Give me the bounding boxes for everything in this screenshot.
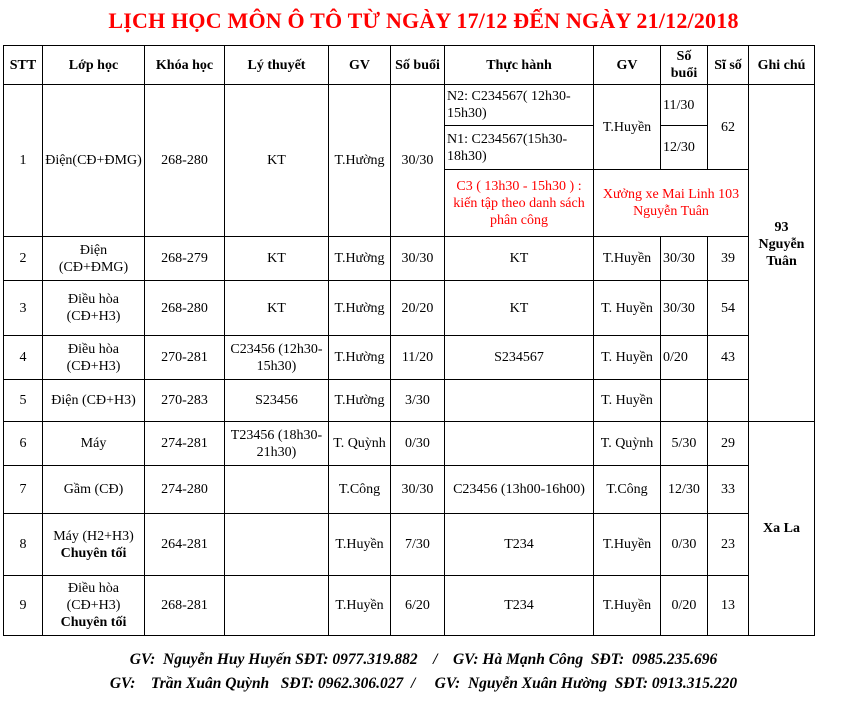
table-row — [4, 281, 815, 336]
table-row — [4, 422, 815, 466]
cell-gv: T. Quỳnh — [329, 422, 391, 466]
cell-ghi-chu-2: Xa La — [749, 422, 815, 636]
table-row — [4, 85, 815, 126]
cell-thuc-hanh-n1: N1: C234567(15h30-18h30) — [445, 126, 594, 170]
cell-lop-hoc: Gầm (CĐ) — [43, 466, 145, 514]
cell-khoa-hoc: 270-281 — [145, 336, 225, 380]
cell-so-buoi: 0/30 — [391, 422, 445, 466]
footer-contacts-1: GV: Nguyễn Huy Huyến SĐT: 0977.319.882 / GV: Hà Mạnh Công SĐT: 0985.235.696 — [129, 651, 718, 668]
table-row — [4, 380, 815, 422]
cell-gv: T.Huyền — [329, 514, 391, 576]
table-row — [4, 336, 815, 380]
cell-gv-2: T.Huyền — [594, 237, 661, 281]
cell-lop-hoc: Điện (CĐ+ĐMG) — [43, 237, 145, 281]
cell-ly-thuyet: C23456 (12h30-15h30) — [225, 336, 329, 380]
table-row — [4, 466, 815, 514]
cell-gv: T.Hường — [329, 336, 391, 380]
cell-si-so: 43 — [708, 336, 749, 380]
cell-lop-hoc: Điều hòa (CĐ+H3) — [43, 336, 145, 380]
cell-lop-hoc — [43, 514, 145, 576]
cell-ly-thuyet — [225, 514, 329, 576]
cell-so-buoi: 30/30 — [391, 466, 445, 514]
cell-so-buoi-2: 5/30 — [661, 422, 708, 466]
header-so-buoi: Số buổi — [391, 46, 445, 85]
table-row — [4, 576, 815, 636]
cell-stt: 5 — [4, 380, 43, 422]
cell-so-buoi: 30/30 — [391, 237, 445, 281]
header-si-so: Sĩ số — [708, 46, 749, 85]
cell-gv: T.Hường — [329, 237, 391, 281]
cell-stt: 3 — [4, 281, 43, 336]
header-gv-2: GV — [594, 46, 661, 85]
cell-khoa-hoc: 268-279 — [145, 237, 225, 281]
cell-so-buoi: 11/20 — [391, 336, 445, 380]
cell-gv-2: T. Huyền — [594, 281, 661, 336]
cell-stt: 1 — [4, 85, 43, 237]
header-thuc-hanh: Thực hành — [445, 46, 594, 85]
cell-khoa-hoc: 268-280 — [145, 85, 225, 237]
cell-so-buoi: 7/30 — [391, 514, 445, 576]
cell-si-so — [708, 380, 749, 422]
cell-ly-thuyet — [225, 576, 329, 636]
header-ghi-chu: Ghi chú — [749, 46, 815, 85]
cell-so-buoi: 3/30 — [391, 380, 445, 422]
cell-khoa-hoc: 274-281 — [145, 422, 225, 466]
header-gv: GV — [329, 46, 391, 85]
cell-ly-thuyet: KT — [225, 237, 329, 281]
cell-thuc-hanh: KT — [445, 237, 594, 281]
footer-contacts-2: GV: Trần Xuân Quỳnh SĐT: 0962.306.027 / GV: Nguyễn Xuân Hường SĐT: 0913.315.220 — [109, 675, 738, 692]
cell-si-so: 13 — [708, 576, 749, 636]
cell-si-so: 23 — [708, 514, 749, 576]
cell-lop-hoc: Điện(CĐ+ĐMG) — [43, 85, 145, 237]
cell-thuc-hanh: T234 — [445, 514, 594, 576]
cell-lop-hoc: Máy — [43, 422, 145, 466]
cell-stt: 8 — [4, 514, 43, 576]
cell-stt: 2 — [4, 237, 43, 281]
cell-si-so: 29 — [708, 422, 749, 466]
cell-khoa-hoc: 264-281 — [145, 514, 225, 576]
cell-stt: 9 — [4, 576, 43, 636]
cell-lop-hoc: Điều hòa (CĐ+H3) — [43, 281, 145, 336]
cell-khoa-hoc: 268-280 — [145, 281, 225, 336]
cell-ly-thuyet: KT — [225, 281, 329, 336]
cell-so-buoi: 6/20 — [391, 576, 445, 636]
cell-gv-2: T. Huyền — [594, 336, 661, 380]
table-row — [4, 237, 815, 281]
cell-so-buoi: 30/30 — [391, 85, 445, 237]
lop-hoc-chuyen-toi: Chuyên tối — [60, 615, 127, 630]
cell-si-so: 33 — [708, 466, 749, 514]
cell-thuc-hanh: C23456 (13h00-16h00) — [445, 466, 594, 514]
cell-so-buoi-2: 0/20 — [661, 576, 708, 636]
header-ly-thuyet: Lý thuyết — [225, 46, 329, 85]
cell-so-buoi-2: 12/30 — [661, 466, 708, 514]
header-so-buoi-2: Số buổi — [661, 46, 708, 85]
cell-so-buoi-2: 0/20 — [661, 336, 708, 380]
lop-hoc-text: Máy (H2+H3) — [53, 528, 134, 544]
cell-khoa-hoc: 274-280 — [145, 466, 225, 514]
cell-thuc-hanh — [445, 422, 594, 466]
cell-ly-thuyet: KT — [225, 85, 329, 237]
lop-hoc-text: Điều hòa (CĐ+H3) — [66, 581, 121, 613]
schedule-table — [3, 45, 815, 636]
cell-gv-2: T. Huyền — [594, 380, 661, 422]
cell-gv-2: T.Huyền — [594, 514, 661, 576]
cell-so-buoi-2: 30/30 — [661, 237, 708, 281]
lop-hoc-chuyen-toi: Chuyên tối — [60, 545, 127, 561]
cell-gv: T.Hường — [329, 380, 391, 422]
header-row — [4, 46, 815, 85]
cell-ghi-chu-1 — [749, 219, 815, 422]
cell-stt: 6 — [4, 422, 43, 466]
cell-ly-thuyet: T23456 (18h30-21h30) — [225, 422, 329, 466]
cell-si-so: 62 — [708, 85, 749, 170]
header-stt: STT — [4, 46, 43, 85]
cell-thuc-hanh: T234 — [445, 576, 594, 636]
cell-thuc-hanh-c3: C3 ( 13h30 - 15h30 ) : kiến tập theo danh sách phân công — [445, 170, 594, 237]
cell-thuc-hanh: KT — [445, 281, 594, 336]
cell-so-buoi-2: 0/30 — [661, 514, 708, 576]
cell-gv: T.Hường — [329, 281, 391, 336]
cell-ly-thuyet: S23456 — [225, 380, 329, 422]
cell-khoa-hoc: 270-283 — [145, 380, 225, 422]
cell-khoa-hoc: 268-281 — [145, 576, 225, 636]
cell-gv-2: T.Công — [594, 466, 661, 514]
cell-so-buoi-2-b: 12/30 — [661, 126, 708, 170]
cell-so-buoi: 20/20 — [391, 281, 445, 336]
cell-si-so: 39 — [708, 237, 749, 281]
table-row — [4, 514, 815, 576]
page-title: LỊCH HỌC MÔN Ô TÔ TỪ NGÀY 17/12 ĐẾN NGÀY 21/12/2018 — [108, 8, 739, 33]
ghi-chu-1-text: 93 Nguyễn Tuân — [758, 219, 805, 269]
cell-gv-2: T. Quỳnh — [594, 422, 661, 466]
cell-so-buoi-2: 30/30 — [661, 281, 708, 336]
cell-stt: 7 — [4, 466, 43, 514]
cell-thuc-hanh — [445, 380, 594, 422]
header-lop-hoc: Lớp học — [43, 46, 145, 85]
cell-gv-2: T.Huyền — [594, 85, 661, 170]
cell-workshop-note: Xưởng xe Mai Linh 103 Nguyễn Tuân — [594, 170, 749, 237]
cell-so-buoi-2 — [661, 380, 708, 422]
cell-thuc-hanh: S234567 — [445, 336, 594, 380]
cell-si-so: 54 — [708, 281, 749, 336]
cell-so-buoi-2-a: 11/30 — [661, 85, 708, 126]
header-khoa-hoc: Khóa học — [145, 46, 225, 85]
cell-thuc-hanh-n2: N2: C234567( 12h30-15h30) — [445, 85, 594, 126]
cell-lop-hoc: Điện (CĐ+H3) — [43, 380, 145, 422]
cell-gv-2: T.Huyền — [594, 576, 661, 636]
cell-gv: T.Huyền — [329, 576, 391, 636]
cell-ly-thuyet — [225, 466, 329, 514]
cell-gv: T.Công — [329, 466, 391, 514]
cell-gv: T.Hường — [329, 85, 391, 237]
cell-stt: 4 — [4, 336, 43, 380]
cell-lop-hoc — [43, 576, 145, 636]
